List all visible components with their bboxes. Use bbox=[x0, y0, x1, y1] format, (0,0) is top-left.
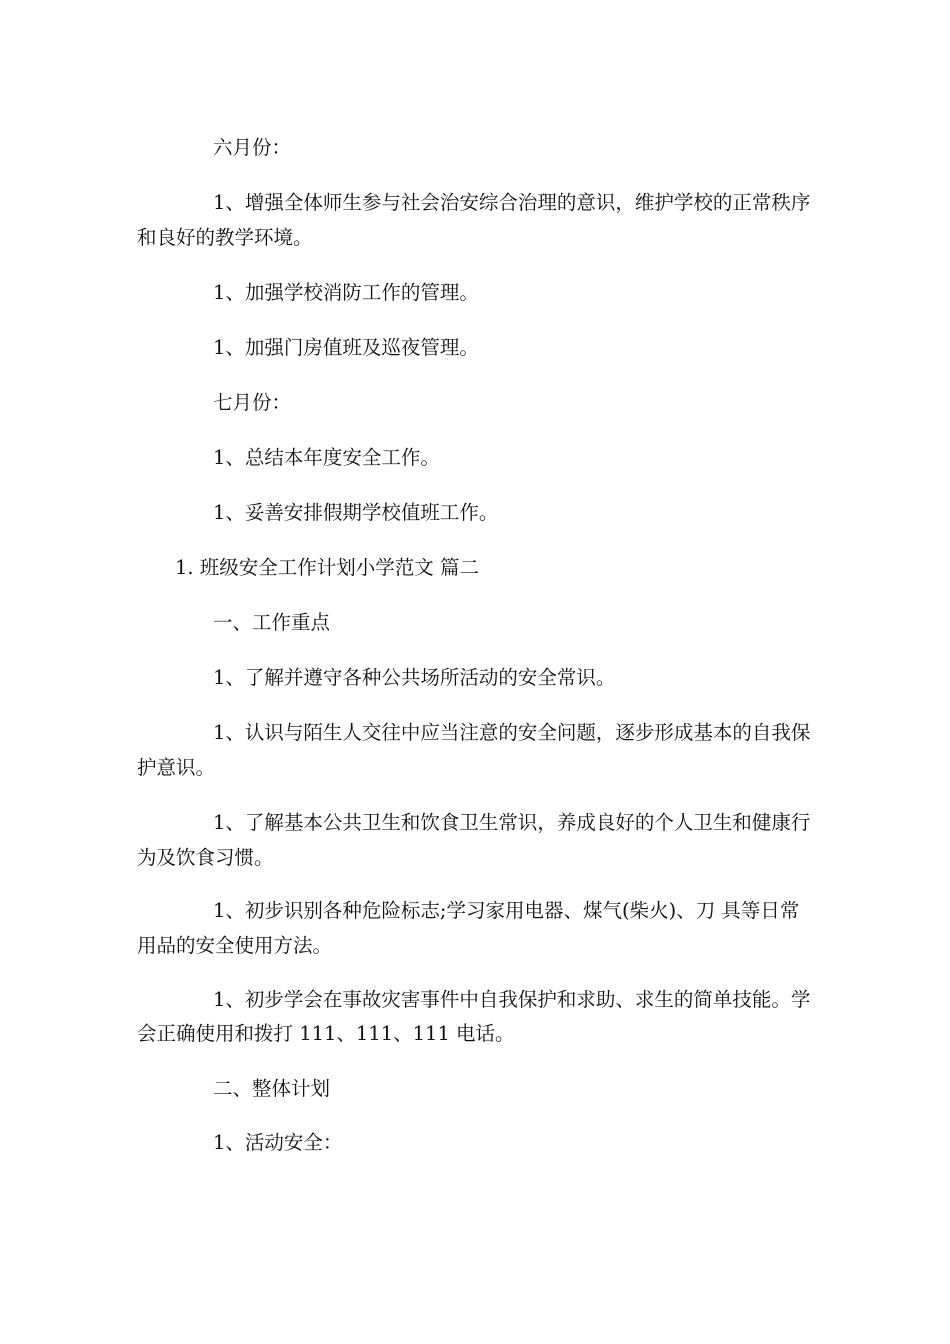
june-item-2: 1、加强学校消防工作的管理。 bbox=[213, 281, 479, 304]
part-1-item-2-line-1: 1、认识与陌生人交往中应当注意的安全问题，逐步形成基本的自我保 bbox=[213, 721, 811, 744]
part-1-item-4-line-1: 1、初步识别各种危险标志;学习家用电器、煤气(柴火)、刀 具等日常 bbox=[213, 899, 800, 922]
part-2-item-1: 1、活动安全： bbox=[213, 1131, 343, 1154]
part-1-item-5-line-2: 会正确使用和拨打 111、111、111 电话。 bbox=[137, 1022, 515, 1045]
part-1-heading: 一、工作重点 bbox=[213, 611, 331, 634]
part-2-heading: 二、整体计划 bbox=[213, 1077, 331, 1100]
section-title: 1. 班级安全工作计划小学范文 篇二 bbox=[175, 556, 480, 579]
june-heading: 六月份： bbox=[213, 136, 292, 159]
part-1-item-4-line-2: 用品的安全使用方法。 bbox=[137, 934, 333, 957]
july-heading: 七月份： bbox=[213, 391, 292, 414]
part-1-item-1: 1、了解并遵守各种公共场所活动的安全常识。 bbox=[213, 666, 616, 689]
july-item-2: 1、妥善安排假期学校值班工作。 bbox=[213, 501, 499, 524]
july-item-1: 1、总结本年度安全工作。 bbox=[213, 446, 440, 469]
part-1-item-5-line-1: 1、初步学会在事故灾害事件中自我保护和求助、求生的简单技能。学 bbox=[213, 988, 811, 1011]
june-item-1-line-2: 和良好的教学环境。 bbox=[137, 226, 313, 249]
june-item-3: 1、加强门房值班及巡夜管理。 bbox=[213, 336, 479, 359]
june-item-1-line-1: 1、增强全体师生参与社会治安综合治理的意识，维护学校的正常秩序 bbox=[213, 191, 811, 214]
part-1-item-2-line-2: 护意识。 bbox=[137, 756, 216, 779]
part-1-item-3-line-1: 1、了解基本公共卫生和饮食卫生常识，养成良好的个人卫生和健康行 bbox=[213, 811, 811, 834]
part-1-item-3-line-2: 为及饮食习惯。 bbox=[137, 846, 274, 869]
